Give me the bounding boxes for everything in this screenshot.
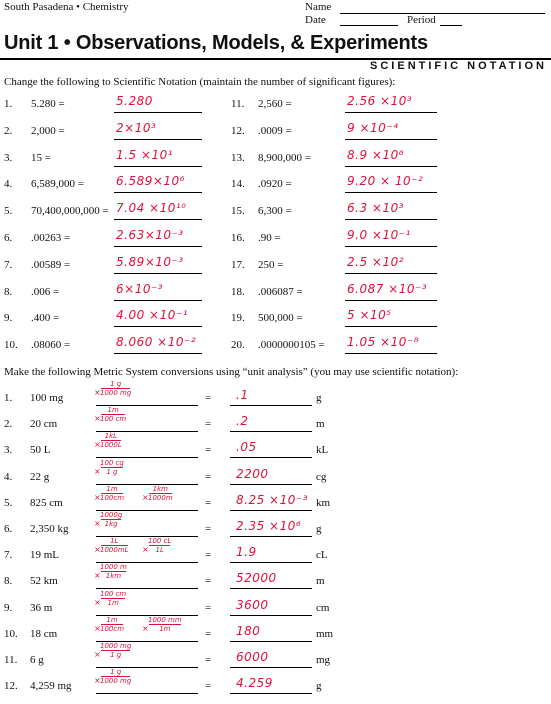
question-value: 2,000 = (31, 124, 65, 137)
conversion-number: 10. (4, 627, 18, 640)
factor-numerator: 1 g (110, 380, 122, 388)
handwritten-answer[interactable]: 1.9 (236, 545, 257, 560)
answer-line (230, 667, 312, 668)
conversion-start-value: 20 cm (30, 418, 58, 431)
answer-line (114, 300, 202, 301)
factor-numerator: 1m (106, 615, 118, 624)
question-number: 6. (4, 232, 13, 244)
conversion-start-value: 50 L (30, 444, 51, 457)
factor-denominator: 1 g (110, 651, 122, 659)
question-number: 8. (4, 285, 13, 298)
answer-line (230, 510, 312, 511)
factor-denominator: 1000L (100, 441, 122, 450)
date-field[interactable] (340, 25, 398, 26)
answer-line (114, 192, 202, 193)
target-unit: m (316, 418, 325, 431)
conversion-factor (100, 511, 122, 528)
handwritten-answer[interactable]: 9 ×10⁻⁴ (347, 120, 399, 135)
answer-line (114, 112, 202, 113)
question-value: 500,000 = (258, 312, 303, 325)
question-value: .0920 = (258, 178, 292, 191)
question-value: 15 = (31, 151, 51, 164)
conversion-number: 8. (4, 575, 13, 588)
multiply-sign: × (94, 414, 101, 424)
section2-instruction: Make the following Metric System conversions using “unit analysis” (you may use scientific notation): (4, 366, 459, 378)
answer-line (114, 219, 202, 220)
conversion-factor (100, 537, 129, 554)
handwritten-answer[interactable]: 8.25 ×10⁻³ (236, 492, 309, 507)
conversion-start-value: 100 mg (30, 392, 64, 404)
equals-sign: = (205, 575, 212, 588)
answer-line (230, 588, 312, 589)
conversion-factor (148, 537, 171, 554)
handwritten-answer[interactable]: 2.63×10⁻³ (116, 228, 184, 242)
answer-line (114, 166, 202, 167)
question-value: 5.280 = (31, 98, 65, 110)
answer-line (345, 246, 437, 247)
handwritten-answer[interactable]: 5 ×10⁵ (347, 308, 392, 323)
answer-line (345, 112, 437, 113)
handwritten-answer[interactable]: 7.04 ×10¹⁰ (116, 201, 187, 216)
answer-line (345, 300, 437, 301)
target-unit: cm (316, 601, 330, 614)
equals-sign: = (205, 418, 212, 431)
factor-numerator: 1m (107, 406, 119, 415)
conversion-factor (100, 406, 126, 423)
period-field[interactable] (440, 25, 462, 26)
answer-line (230, 405, 312, 406)
question-number: 20. (231, 339, 245, 352)
target-unit: mg (316, 654, 331, 666)
factor-numerator: 1L (110, 537, 119, 546)
date-label: Date (305, 14, 326, 26)
multiply-sign: × (94, 440, 101, 450)
handwritten-answer[interactable]: 8.9 ×10⁶ (347, 147, 405, 162)
conversion-factor (100, 459, 124, 476)
target-unit: g (316, 523, 322, 535)
handwritten-answer[interactable]: 3600 (236, 597, 269, 612)
conversion-number: 4. (4, 470, 13, 483)
factor-numerator: 1 g (110, 668, 122, 677)
factor-denominator: 1L (155, 546, 164, 555)
answer-line (345, 166, 437, 167)
answer-line (345, 353, 437, 354)
conversion-start-value: 4,259 mg (30, 680, 72, 693)
handwritten-answer[interactable]: 4.259 (236, 676, 273, 691)
question-value: .400 = (31, 312, 60, 325)
question-value: .0000000105 = (258, 339, 325, 352)
answer-line (114, 246, 202, 247)
name-field[interactable] (340, 13, 545, 14)
question-value: 6,589,000 = (31, 178, 84, 191)
factor-numerator: 1km (152, 484, 168, 493)
question-number: 18. (231, 285, 245, 298)
target-unit: g (316, 392, 322, 404)
period-label: Period (407, 14, 436, 26)
handwritten-answer[interactable]: 2.5 ×10² (347, 254, 405, 269)
factor-numerator: 1000 mm (148, 615, 182, 624)
question-value: 70,400,000,000 = (31, 205, 109, 218)
conversion-factor (100, 563, 127, 580)
handwritten-answer[interactable]: 1.05 ×10⁻⁸ (347, 335, 420, 350)
handwritten-answer[interactable]: 5.280 (116, 94, 153, 108)
multiply-sign: × (142, 545, 149, 555)
handwritten-answer[interactable]: 1.5 ×10¹ (116, 147, 174, 162)
conversion-start-value: 6 g (30, 654, 44, 666)
equals-sign: = (205, 654, 212, 666)
multiply-sign: × (94, 676, 101, 686)
handwritten-answer[interactable]: 4.00 ×10⁻¹ (116, 308, 189, 323)
conversion-number: 11. (4, 654, 18, 666)
handwritten-answer[interactable]: .2 (236, 414, 249, 429)
target-unit: cL (316, 549, 328, 562)
handwritten-answer[interactable]: 8.060 ×10⁻² (116, 335, 197, 350)
multiply-sign: × (94, 650, 101, 659)
conversion-factor (148, 485, 173, 502)
factor-denominator: 100cm (100, 624, 125, 633)
question-number: 3. (4, 151, 13, 164)
question-number: 4. (4, 178, 13, 191)
question-value: .006 = (31, 285, 60, 298)
factor-numerator: 100 cg (100, 458, 124, 467)
factor-numerator: 100 cm (100, 589, 127, 598)
target-unit: kL (316, 444, 329, 457)
section-subtitle: SCIENTIFIC NOTATION (370, 60, 547, 72)
conversion-start-value: 19 mL (30, 549, 60, 562)
question-number: 17. (231, 258, 245, 271)
factor-numerator: 100 cL (148, 537, 172, 546)
conversion-factor (148, 616, 182, 633)
multiply-sign: × (94, 519, 101, 528)
question-number: 11. (231, 98, 245, 110)
handwritten-answer[interactable]: 6.3 ×10³ (347, 201, 405, 216)
conversion-factor (100, 668, 131, 685)
equals-sign: = (205, 470, 212, 483)
question-value: 2,560 = (258, 98, 292, 110)
conversion-number: 5. (4, 496, 13, 509)
handwritten-answer[interactable]: 2×10³ (116, 120, 157, 135)
equals-sign: = (205, 392, 212, 404)
answer-line (345, 326, 437, 327)
multiply-sign: × (94, 388, 101, 397)
question-number: 19. (231, 312, 245, 325)
conversion-number: 12. (4, 680, 18, 693)
conversion-start-value: 22 g (30, 470, 50, 483)
question-number: 9. (4, 312, 13, 325)
factor-denominator: 1km (105, 572, 122, 581)
question-value: .08060 = (31, 339, 71, 352)
factor-denominator: 1m (107, 598, 119, 607)
target-unit: m (316, 575, 325, 588)
question-value: .00589 = (31, 258, 71, 271)
conversion-factor (100, 380, 131, 397)
answer-line (114, 353, 202, 354)
conversion-start-value: 52 km (30, 575, 58, 588)
factor-denominator: 1kg (104, 520, 118, 528)
conversion-factor (100, 616, 124, 633)
answer-line (230, 484, 312, 485)
equals-sign: = (205, 680, 212, 693)
answer-line (230, 431, 312, 432)
question-value: .00263 = (31, 232, 71, 244)
equals-sign: = (205, 549, 212, 562)
handwritten-answer[interactable]: 5.89×10⁻³ (116, 254, 184, 269)
equals-sign: = (205, 496, 212, 509)
question-value: 8,900,000 = (258, 151, 311, 164)
answer-line (114, 273, 202, 274)
target-unit: mm (316, 627, 334, 640)
answer-line (230, 536, 312, 537)
factor-denominator: 1000mL (100, 546, 129, 555)
answer-line (345, 273, 437, 274)
factor-numerator: 1kL (104, 432, 118, 441)
answer-line (345, 192, 437, 193)
section1-instruction: Change the following to Scientific Notation (maintain the number of significant figures): (4, 76, 396, 88)
handwritten-answer[interactable]: 6×10⁻³ (116, 281, 164, 296)
factor-denominator: 100cm (100, 493, 125, 502)
factor-numerator: 1000g (100, 511, 123, 519)
handwritten-answer[interactable]: 52000 (236, 571, 277, 586)
question-value: 6,300 = (258, 205, 292, 218)
handwritten-answer[interactable]: .1 (236, 388, 249, 402)
conversion-start-value: 18 cm (30, 627, 58, 640)
answer-line (230, 457, 312, 458)
multiply-sign: × (142, 492, 149, 502)
target-unit: cg (316, 470, 327, 483)
factor-numerator: 1000 mg (100, 642, 132, 650)
conversion-number: 9. (4, 601, 13, 614)
multiply-sign: × (94, 597, 101, 607)
question-number: 2. (4, 124, 13, 137)
factor-denominator: 1000 mg (100, 677, 132, 686)
conversion-factor (100, 432, 122, 449)
question-value: .90 = (258, 232, 281, 244)
conversion-start-value: 2,350 kg (30, 523, 69, 535)
multiply-sign: × (94, 623, 101, 633)
conversion-number: 3. (4, 444, 13, 457)
factor-denominator: 1000m (148, 493, 173, 502)
factor-denominator: 1000 mg (100, 389, 132, 397)
handwritten-answer[interactable]: 6.589×10⁶ (116, 174, 185, 189)
handwritten-answer[interactable]: 180 (236, 623, 261, 638)
conversion-number: 1. (4, 392, 13, 404)
factor-denominator: 100 cm (100, 415, 127, 424)
answer-line (230, 641, 312, 642)
question-number: 5. (4, 205, 13, 218)
question-number: 1. (4, 98, 13, 110)
conversion-number: 2. (4, 418, 13, 431)
multiply-sign: × (94, 545, 101, 555)
target-unit: g (316, 680, 322, 693)
question-number: 10. (4, 339, 18, 352)
factor-denominator: 1 g (106, 467, 118, 476)
question-number: 16. (231, 232, 245, 244)
multiply-sign: × (94, 492, 101, 502)
answer-line (345, 219, 437, 220)
conversion-factor (100, 485, 124, 502)
equals-sign: = (205, 523, 212, 535)
target-unit: km (316, 496, 331, 509)
question-number: 15. (231, 205, 245, 218)
conversion-factor (100, 590, 126, 607)
equals-sign: = (205, 601, 212, 614)
work-line (96, 693, 198, 694)
multiply-sign: × (94, 466, 101, 476)
answer-line (230, 562, 312, 563)
question-number: 7. (4, 258, 13, 271)
question-number: 12. (231, 124, 245, 137)
multiply-sign: × (94, 571, 101, 581)
factor-numerator: 1000 m (100, 563, 127, 572)
conversion-factor (100, 642, 131, 659)
question-number: 13. (231, 151, 245, 164)
equals-sign: = (205, 627, 212, 640)
school-course-label: South Pasadena • Chemistry (4, 1, 129, 13)
handwritten-answer[interactable]: .05 (236, 440, 257, 455)
handwritten-answer[interactable]: 9.0 ×10⁻¹ (347, 228, 411, 242)
handwritten-answer[interactable]: 6000 (236, 650, 269, 664)
factor-denominator: 1m (159, 624, 171, 633)
question-value: 250 = (258, 258, 284, 271)
conversion-number: 6. (4, 523, 13, 535)
answer-line (345, 139, 437, 140)
handwritten-answer[interactable]: 2.35 ×10⁶ (236, 519, 302, 533)
answer-line (230, 615, 312, 616)
equals-sign: = (205, 444, 212, 457)
handwritten-answer[interactable]: 2200 (236, 466, 269, 481)
handwritten-answer[interactable]: 6.087 ×10⁻³ (347, 281, 428, 296)
handwritten-answer[interactable]: 9.20 × 10⁻² (347, 174, 424, 189)
factor-numerator: 1m (106, 484, 118, 493)
multiply-sign: × (142, 623, 149, 633)
question-number: 14. (231, 178, 245, 191)
answer-line (114, 326, 202, 327)
handwritten-answer[interactable]: 2.56 ×10³ (347, 94, 413, 108)
answer-line (230, 693, 312, 694)
conversion-start-value: 825 cm (30, 496, 63, 509)
question-value: .006087 = (258, 285, 303, 298)
conversion-number: 7. (4, 549, 13, 562)
question-value: .0009 = (258, 124, 292, 137)
conversion-start-value: 36 m (30, 601, 53, 614)
answer-line (114, 139, 202, 140)
page-title: Unit 1 • Observations, Models, & Experiments (4, 32, 428, 54)
name-label: Name (305, 1, 332, 13)
